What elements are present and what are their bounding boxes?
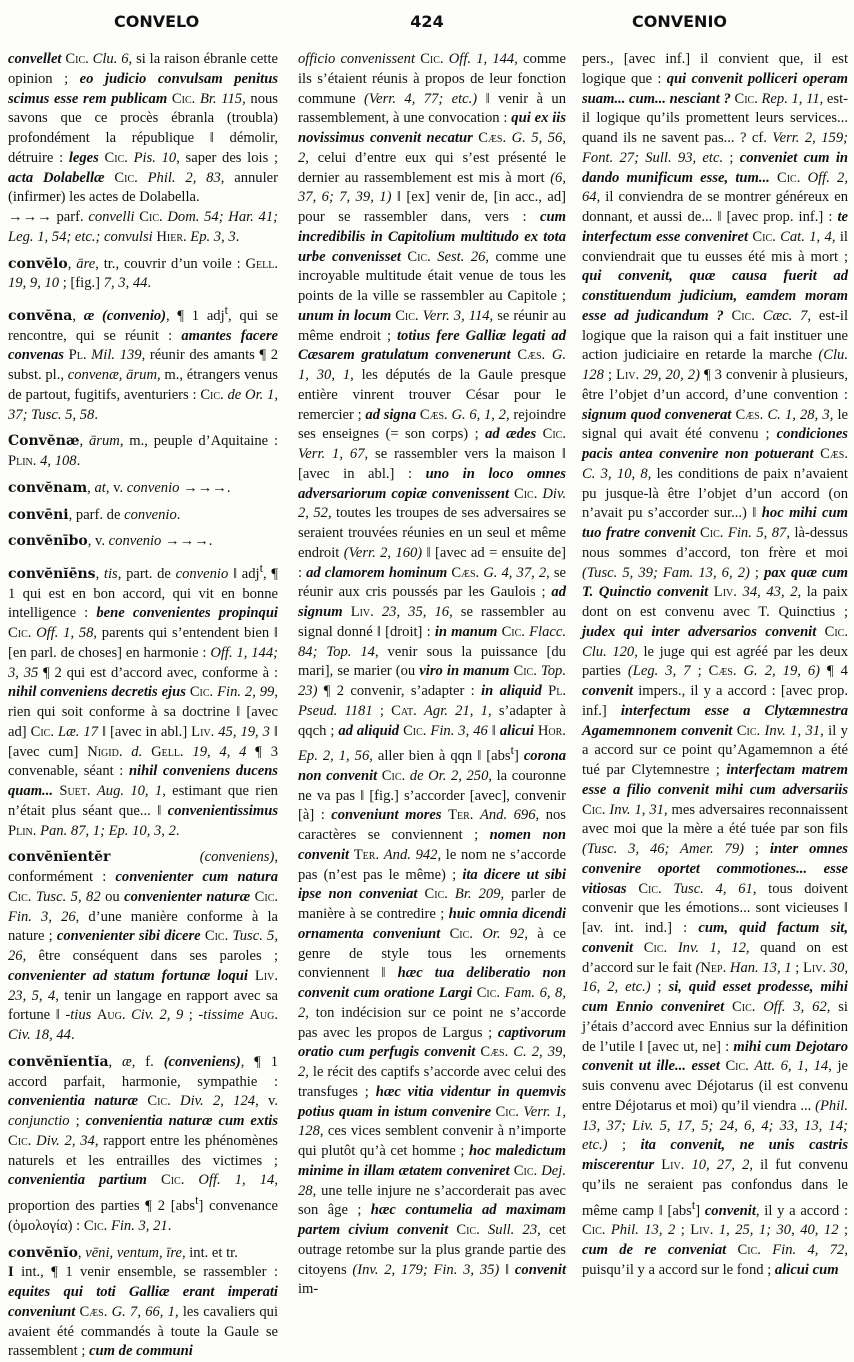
entry-convenientia: convĕnĭentĭa, æ, f. (conveniens), ¶ 1 accord parfait, harmonie, sympathie : convenientia naturæ Cic. Div. 2, 124, v. conjunctio ; convenientia naturæ cum extis Cic. Div. 2, 34, rapport entre les phénomènes naturels et les entrailles des victimes ; convenientia partium Cic. Off. 1, 14, proportion des parties ¶ 2 [abs$^t$] convenance (ὁμολογία) : Cic. Fin. 3, 21. [8, 1053, 278, 1234]
entry-convelo: convĕlo, āre, tr., couvrir d’un voile : Gell. 19, 9, 10 ; [fig.] 7, 3, 44. [8, 255, 279, 292]
column-left [8, 50, 279, 1360]
entry-convenio: convĕnĭo, vēni, ventum, īre, int. et tr. I int., ¶ 1 venir ensemble, se rassembler : equites qui toti Galliæ erant imperati conveniunt Cæs. G. 7, 66, 1, les cavaliers qui avaient été commandés à toute la Gaule se rassemblent ; cum de communi [8, 1244, 278, 1360]
running-header [0, 12, 854, 36]
entry-convenae: Convĕnæ, ārum, m., peuple d’Aquitaine : Plin. 4, 108. [8, 433, 279, 470]
page-number: 424 [410, 12, 444, 31]
entry-convenibo: convĕnībo, v. convenio →→→. [8, 533, 213, 550]
header-left-guide-word: CONVELO [114, 12, 200, 31]
entry-convenio-continued: officio convenissent Cic. Off. 1, 144, comme ils s’étaient réunis à propos de leur fonction commune (Verr. 4, 77; etc.) ‖ venir à un rassemblement, à une convocation : qui ex iis novissimus convenit necatur Cæs. G. 5, 56, 2, celui d’entre eux qui s’est présenté le dernier au rassemblement est mis à mort (6, 37, 6; 7, 39, 1) ‖ [ex] venir de, [in acc., ad] pour se rassembler dans, vers : cum incredibilis in Capitolium multitudo ex tota urbe convenisset Cic. Sest. 26, comme une incroyable multitude était venue de tous les points de la ville se rassembler au Capitole ; unum in locum Cic. Verr. 3, 114, se réunir au même endroit ; totius fere Galliæ legati ad Cæsarem gratulatum convenerunt Cæs. G. 1, 30, 1, les députés de la Gaule presque entière vinrent trouver César pour le remercier ; ad signa Cæs. G. 6, 1, 2, rejoindre ses enseignes (= son corps) ; ad ædes Cic. Verr. 1, 67, se rassembler vers la maison ‖ [avec in abl.] : uno in loco omnes adversariorum copiæ convenissent Cic. Div. 2, 52, toutes les troupes de ses adversaires se seraient trouvées réunies en un seul et même endroit (Verr. 2, 160) ‖ [avec ad = ensuite de] : ad clamorem hominum Cæs. G. 4, 37, 2, se réunir aux cris poussés par les Gaulois ; ad signum Liv. 23, 35, 16, se rassembler au signal donné ‖ [droit] : in manum Cic. Flacc. 84; Top. 14, venir sous la puissance [du mari], se marier (ou viro in manum Cic. Top. 23) ¶ 2 convenir, s’adapter : in aliquid Pl. Pseud. 1181 ; Cat. Agr. 21, 1, s’adapter à qqch ; ad aliquid Cic. Fin. 3, 46 ‖ alicui Hor. Ep. 2, 1, 56, aller bien à qqn ‖ [abs$^t$] corona non convenit Cic. de Or. 2, 250, la couronne ne va pas ‖ [fig.] s’accorder [avec], convenir [à] : conveniunt mores Ter. And. 696, nos caractères se conviennent ; nomen non convenit Ter. And. 942, le nom ne s’accorde pas (n’est pas le même) ; ita dicere ut sibi ipse non conveniat Cic. Br. 209, parler de manière à se contredire ; huic omnia dicendi ornamenta conveniunt Cic. Or. 92, à ce genre de style tous les ornements conviennent ‖ hæc tua deliberatio non convenit cum oratione Largi Cic. Fam. 6, 8, 2, ton indécision sur ce point ne s’accorde pas avec les propos de Largus ; captivorum oratio cum perfugis convenit Cæs. C. 2, 39, 2, le récit des captifs s’accorde avec celui des transfuges ; hæc vitia videntur in quemvis potius quam in istum convenire Cic. Verr. 1, 128, ces vices semblent convenir à n’importe qui plutôt qu’à cet homme ; hoc maledictum minime in illam ætatem conveniret Cic. Dej. 28, une telle injure ne s’accorderait pas avec son âge ; hæc contumelia ad maximam partem civium convenit Cic. Sull. 23, cet outrage retombe sur la plus grande partie des citoyens (Inv. 2, 179; Fin. 3, 35) ‖ convenit im- [298, 51, 567, 1298]
entry-convenienter: convĕnĭentĕr (conveniens), conformément : convenienter cum natura Cic. Tusc. 5, 82 ou convenienter naturæ Cic. Fin. 3, 26, d’une manière conforme à la nature ; convenienter sibi dicere Cic. Tusc. 5, 26, être conséquent dans ses paroles ; convenienter ad statum fortunæ loqui Liv. 23, 5, 4, tenir un langage en rapport avec sa fortune ‖ -tius Aug. Civ. 2, 9 ; -tissime Aug. Civ. 18, 44. [8, 849, 279, 1044]
entry-convenio-continued-2: pers., [avec inf.] il convient que, il est logique que : qui convenit polliceri operam suam... cum... nesciant ? Cic. Rep. 1, 11, est-il logique qu’ils promettent leurs services... quand ils ne savent pas... ? cf. Verr. 2, 159; Font. 27; Sull. 93, etc. ; conveniet cum in dando munificum esse, tum... Cic. Off. 2, 64, il conviendra de se montrer généreux en donnant, et aussi de... ‖ [avec prop. inf.] : te interfectum esse conveniret Cic. Cat. 1, 4, il conviendrait que tu eusses été mis à mort ; qui convenit, quæ causa fuerit ad constituendum judicium, eamdem moram esse ad judicandum ? Cic. Cæc. 7, est-il logique que la raison qui a fait instituer une action judiciaire en retarde la marche (Clu. 128 ; Liv. 29, 20, 2) ¶ 3 convenir à plusieurs, être l’objet d’un accord, d’une convention : signum quod convenerat Cæs. C. 1, 28, 3, le signal qui avait été convenu ; condiciones pacis antea convenire non potuerant Cæs. C. 3, 10, 8, les conditions de paix n’avaient pu jusque-là être l’objet d’un accord (on n’avait pu s’accorder sur...) ‖ hoc mihi cum tuo fratre convenit Cic. Fin. 5, 87, là-dessus nous sommes d’accord, ton frère et moi (Tusc. 5, 39; Fam. 13, 6, 2) ; pax quæ cum T. Quinctio convenit Liv. 34, 43, 2, la paix dont on est convenu avec T. Quinctius ; judex qui inter adversarios convenit Cic. Clu. 120, le juge qui est agréé par les deux parties (Leg. 3, 7 ; Cæs. G. 2, 19, 6) ¶ 4 convenit impers., il y a accord : [avec prop. inf.] interfectum esse a Clytæmnestra Agamemnonem convenit Cic. Inv. 1, 31, il y a accord sur ce point qu’Agamemnon a été tué par Clytemnestre ; interfectam matrem esse a filio convenit mihi cum adversariis Cic. Inv. 1, 31, mes adversaires reconnaissent avec moi que la mère a été tuée par son fils (Tusc. 3, 46; Amer. 79) ; inter omnes convenire oportet commotiones... esse vitiosas Cic. Tusc. 4, 61, tous doivent convenir que les émotions... sont vicieuses ‖ [av. int. ind.] : cum, quid factum sit, convenit Cic. Inv. 1, 12, quand on est d’accord sur le fait (Nep. Han. 13, 1 ; Liv. 30, 16, 2, etc.) ; si, quid esset prodesse, mihi cum Ennio conveniret Cic. Off. 3, 62, si j’étais d’accord avec Ennius sur la définition de l’utile ‖ [avec ut, ne] : mihi cum Dejotaro convenit ut ille... esset Cic. Att. 6, 1, 14, je suis convenu avec Déjotarus (il est convenu entre Déjotarus et moi) qu’il viendra ... (Phil. 13, 37; Liv. 5, 17, 5; 24, 6, 4; 33, 13, 14; etc.) ; ita convenit, ne unis castris miscerentur Liv. 10, 27, 2, il fut convenu qu’ils ne seraient pas confondus dans le même camp ‖ [abs$^t$] convenit, il y a accord : Cic. Phil. 13, 2 ; Liv. 1, 25, 1; 30, 40, 12 ; cum de re conveniat Cic. Fin. 4, 72, puisqu’il y a accord sur le fond ; alicui cum [582, 51, 849, 1278]
entry-convena: convĕna, æ (convenio), ¶ 1 adj$^t$, qui se rencontre, qui se réunit : amantes facere convenas Pl. Mil. 139, réunir des amants ¶ 2 subst. pl., convenæ, ārum, m., étrangers venus de partout, fugitifs, aventuriers : Cic. de Or. 1, 37; Tusc. 5, 58. [8, 303, 279, 423]
column-right [582, 50, 848, 1350]
entry-conveniens: convĕnĭēns, tis, part. de convenio ‖ adj$^t$, ¶ 1 qui est en bon accord, qui vit en bonne intelligence : bene convenientes propinqui Cic. Off. 1, 58, parents qui s’entendent bien ‖ [en parl. de choses] en harmonie : Off. 1, 144; 3, 35 ¶ 2 qui est d’accord avec, conforme à : nihil conveniens decretis ejus Cic. Fin. 2, 99, rien qui soit conforme à sa doctrine ‖ [avec ad] Cic. Læ. 17 ‖ [avec in abl.] Liv. 45, 19, 3 ‖ [avec cum] Nigid. d. Gell. 19, 4, 4 ¶ 3 convenable, séant : nihil conveniens ducens quam... Suet. Aug. 10, 1, estimant que rien n’était plus séant que... ‖ convenientissimus Plin. Pan. 87, 1; Ep. 10, 3, 2. [8, 561, 279, 839]
header-right-guide-word: CONVENIO [632, 12, 727, 31]
entry-convenam: convĕnam, at, v. convenio →→→. [8, 479, 231, 496]
entry-conveni: convēni, parf. de convenio. [8, 506, 181, 523]
column-middle [298, 50, 566, 1350]
entry-continuation: convellet Cic. Clu. 6, si la raison ébranle cette opinion ; eo judicio convulsam penitus scimus esse rem publicam Cic. Br. 115, nous savons que ce procès ébranla (troubla) profondément la république ‖ démolir, détruire : leges Cic. Pis. 10, saper des lois ; acta Dolabellæ Cic. Phil. 2, 83, annuler (infirmer) les actes de Dolabella. →→→ parf. convelli Cic. Dom. 54; Har. 41; Leg. 1, 54; etc.; convulsi Hier. Ep. 3, 3. [8, 51, 278, 245]
